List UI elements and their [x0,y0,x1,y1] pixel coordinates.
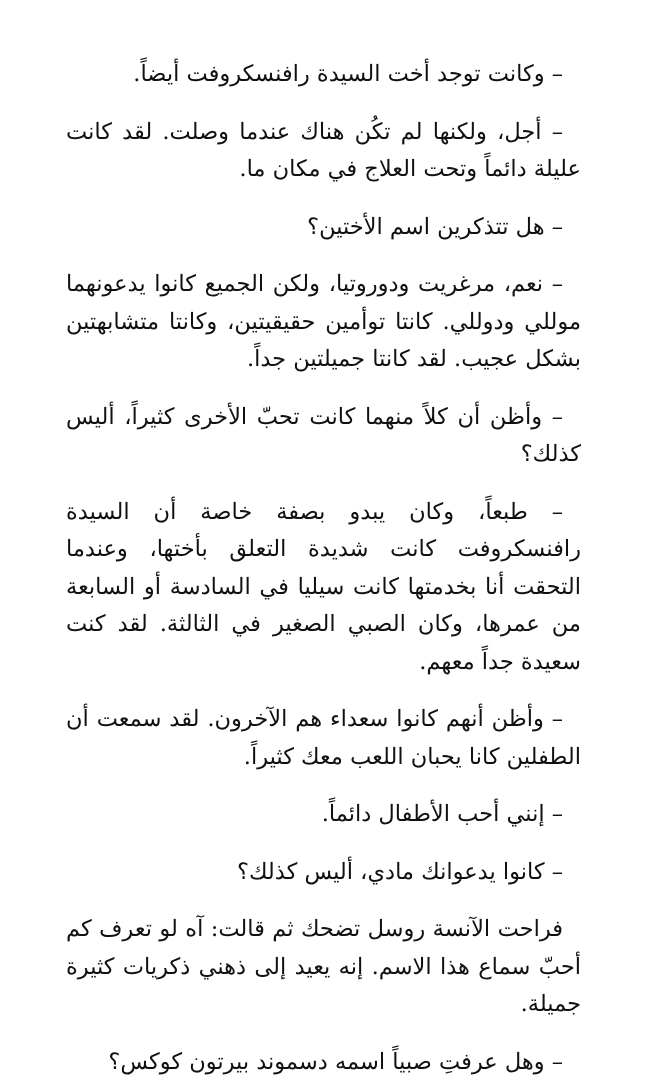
paragraph-10: فراحت الآنسة روسل تضحك ثم قالت: آه لو تعرف كم أحبّ سماع هذا الاسم. إنه يعيد إلى ذهني ذكريات كثيرة جميلة. [66,911,581,1024]
paragraph-5: – وأظن أن كلاً منهما كانت تحبّ الأخرى كثيراً، أليس كذلك؟ [66,399,581,474]
paragraph-2: – أجل، ولكنها لم تكُن هناك عندما وصلت. لقد كانت عليلة دائماً وتحت العلاج في مكان ما. [66,114,581,189]
paragraph-8: – إنني أحب الأطفال دائماً. [66,796,581,834]
paragraph-9: – كانوا يدعوانك مادي، أليس كذلك؟ [66,854,581,892]
page-body [66,56,581,1081]
paragraph-4: – نعم، مرغريت ودوروتيا، ولكن الجميع كانوا يدعونهما موللي ودوللي. كانتا توأمين حقيقيتين، وكانتا متشابهتين بشكل عجيب. لقد كانتا جميلتين جداً. [66,266,581,379]
paragraph-6: – طبعاً، وكان يبدو بصفة خاصة أن السيدة رافنسكروفت كانت شديدة التعلق بأختها، وعندما التحقت أنا بخدمتها كانت سيليا في السادسة أو السابعة من عمرها، وكان الصبي الصغير في الثالثة. لقد كنت سعيدة جداً معهم. [66,494,581,682]
paragraph-3: – هل تتذكرين اسم الأختين؟ [66,209,581,247]
paragraph-11: – وهل عرفتِ صبياً اسمه دسموند بيرتون كوكس؟ [66,1044,581,1081]
paragraph-1: – وكانت توجد أخت السيدة رافنسكروفت أيضاً. [66,56,581,94]
paragraph-7: – وأظن أنهم كانوا سعداء هم الآخرون. لقد سمعت أن الطفلين كانا يحبان اللعب معك كثيراً. [66,701,581,776]
